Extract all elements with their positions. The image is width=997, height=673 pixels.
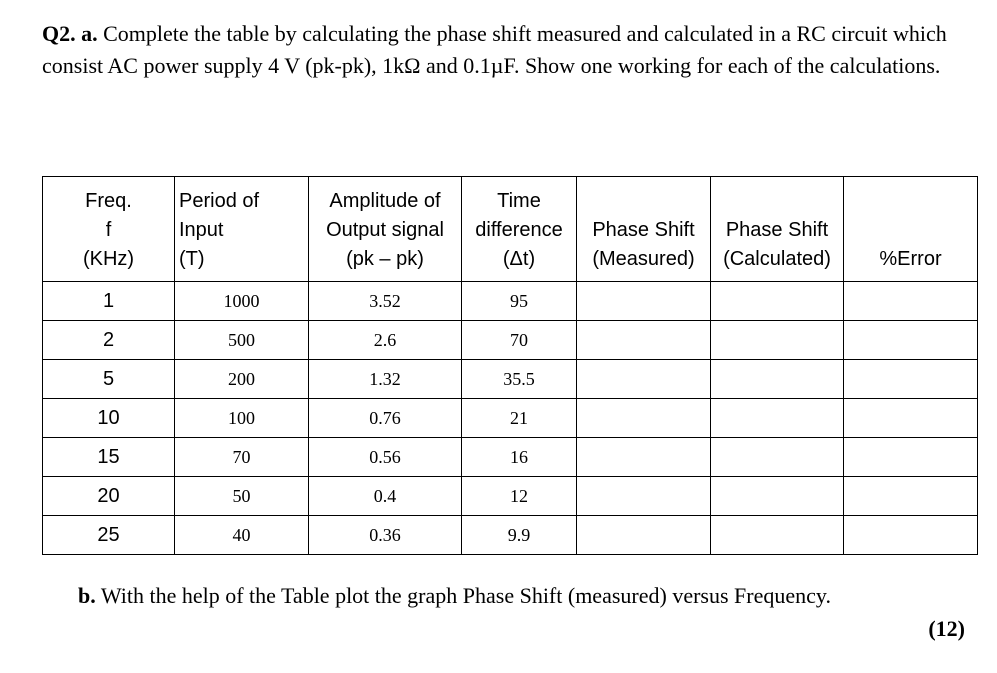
cell-phase-measured[interactable] [577, 282, 711, 321]
table-row [43, 516, 978, 555]
cell-period: 500 [175, 321, 309, 360]
question-body: Complete the table by calculating the phase shift measured and calculated in a RC circuit which consist AC power supply 4 V (pk-pk), 1kΩ and 0.1µF. Show one working for each of the calculations. [42, 21, 947, 78]
header-time-difference: Time difference (Δt) [462, 177, 577, 282]
cell-freq: 5 [43, 360, 175, 399]
marks-label: (12) [928, 616, 965, 641]
cell-phase-measured[interactable] [577, 360, 711, 399]
cell-phase-calculated[interactable] [711, 282, 844, 321]
cell-freq: 1 [43, 282, 175, 321]
part-b-label: b. [78, 583, 96, 608]
cell-amplitude: 1.32 [309, 360, 462, 399]
cell-time-difference: 95 [462, 282, 577, 321]
cell-phase-measured[interactable] [577, 516, 711, 555]
cell-time-difference: 12 [462, 477, 577, 516]
header-percent-error: %Error [844, 177, 978, 282]
table-row [43, 321, 978, 360]
cell-phase-calculated[interactable] [711, 360, 844, 399]
cell-amplitude: 2.6 [309, 321, 462, 360]
header-amplitude: Amplitude of Output signal (pk – pk) [309, 177, 462, 282]
cell-freq: 25 [43, 516, 175, 555]
cell-phase-calculated[interactable] [711, 516, 844, 555]
cell-period: 200 [175, 360, 309, 399]
table-header-row [43, 177, 978, 282]
table-row [43, 282, 978, 321]
cell-percent-error[interactable] [844, 360, 978, 399]
header-phase-shift-measured: Phase Shift (Measured) [577, 177, 711, 282]
cell-phase-measured[interactable] [577, 321, 711, 360]
cell-amplitude: 0.4 [309, 477, 462, 516]
cell-phase-measured[interactable] [577, 399, 711, 438]
cell-freq: 10 [43, 399, 175, 438]
cell-period: 40 [175, 516, 309, 555]
part-b-text [78, 583, 831, 609]
table-row [43, 477, 978, 516]
cell-freq: 20 [43, 477, 175, 516]
header-frequency: Freq. f (KHz) [43, 177, 175, 282]
cell-period: 1000 [175, 282, 309, 321]
cell-period: 100 [175, 399, 309, 438]
cell-amplitude: 3.52 [309, 282, 462, 321]
question-text [42, 18, 977, 82]
cell-time-difference: 35.5 [462, 360, 577, 399]
cell-percent-error[interactable] [844, 282, 978, 321]
cell-percent-error[interactable] [844, 399, 978, 438]
cell-period: 70 [175, 438, 309, 477]
cell-time-difference: 21 [462, 399, 577, 438]
cell-period: 50 [175, 477, 309, 516]
cell-percent-error[interactable] [844, 438, 978, 477]
cell-time-difference: 16 [462, 438, 577, 477]
cell-phase-calculated[interactable] [711, 477, 844, 516]
part-b-body: With the help of the Table plot the graph Phase Shift (measured) versus Frequency. [95, 583, 831, 608]
cell-time-difference: 70 [462, 321, 577, 360]
cell-phase-calculated[interactable] [711, 399, 844, 438]
cell-amplitude: 0.56 [309, 438, 462, 477]
cell-percent-error[interactable] [844, 516, 978, 555]
cell-amplitude: 0.76 [309, 399, 462, 438]
cell-phase-measured[interactable] [577, 477, 711, 516]
cell-freq: 15 [43, 438, 175, 477]
header-phase-shift-calculated: Phase Shift (Calculated) [711, 177, 844, 282]
cell-percent-error[interactable] [844, 477, 978, 516]
cell-time-difference: 9.9 [462, 516, 577, 555]
cell-phase-calculated[interactable] [711, 321, 844, 360]
data-table [42, 176, 978, 555]
header-period: Period of Input (T) [175, 177, 309, 282]
cell-phase-calculated[interactable] [711, 438, 844, 477]
cell-freq: 2 [43, 321, 175, 360]
cell-amplitude: 0.36 [309, 516, 462, 555]
cell-percent-error[interactable] [844, 321, 978, 360]
table-row [43, 399, 978, 438]
cell-phase-measured[interactable] [577, 438, 711, 477]
table-row [43, 438, 978, 477]
question-label: Q2. a. [42, 21, 98, 46]
table-row [43, 360, 978, 399]
